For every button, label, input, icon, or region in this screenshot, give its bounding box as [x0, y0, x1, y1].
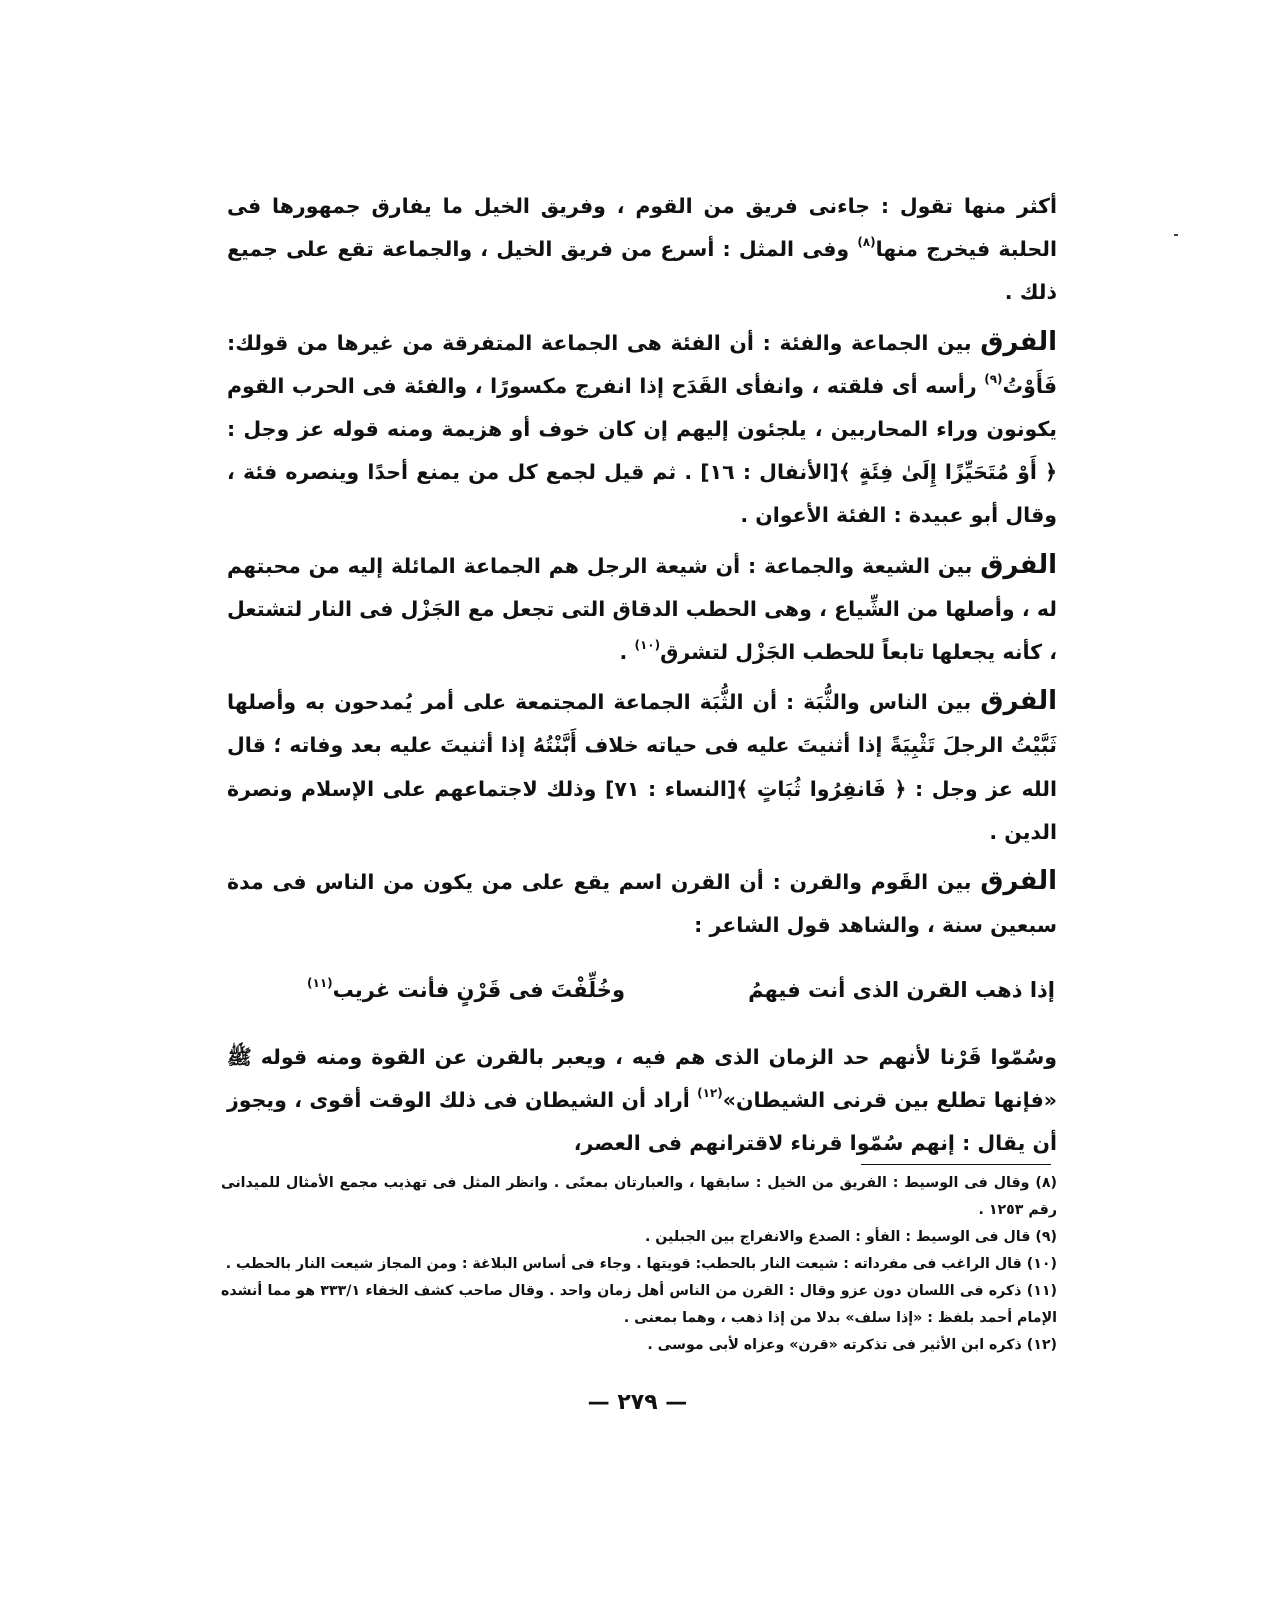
paragraph-text: وسُمّوا قَرْنا لأنهم حد الزمان الذى هم فيه ، ويعبر بالقرن عن القوة ومنه قوله ﷺ «فإنها تطلع بين قرنى الشيطان» [227, 1045, 1057, 1113]
paragraph-people-century [227, 860, 1057, 947]
footnote-8: (٨) وقال فى الوسيط : الفريق من الخيل : سابقها ، والعبارتان بمعنًى . وانظر المثل فى تهذيب مجمع الأمثال للميدانى رقم ١٢٥٣ . [221, 1175, 1057, 1218]
paragraph-people-thuba [227, 680, 1057, 854]
paragraph-text: . ثم قيل لجمع كل من يمنع أحدًا وينصره فئة ، وقال أبو عبيدة : الفئة الأعوان . [227, 460, 1057, 528]
paragraph-intro [227, 185, 1057, 315]
paragraph-text: وذلك لاجتماعهم على الإسلام ونصرة الدين . [227, 776, 1057, 844]
footnote-ref-9: (٩) [984, 371, 1003, 386]
footnote-ref-11: (١١) [307, 976, 333, 990]
paragraph-text: أن الفئة هى الجماعة المتفرقة من غيرها من قولك: فَأَوْتُ [227, 330, 1057, 398]
poem-second-hemistich-wrap [307, 978, 625, 1002]
poem-first-hemistich: إذا ذهب القرن الذى أنت فيهمُ [748, 978, 1055, 1002]
paragraph-text: رأسه أى فلقته ، وانفأى القَدَح إذا انفرج مكسورًا ، والفئة فى الحرب القوم يكونون وراء المحاربين ، يلجئون إليهم إن كان خوف أو هزيمة ومنه قوله عز وجل : [227, 373, 1057, 442]
scan-speck [1174, 234, 1178, 236]
page-number: — ٢٧٩ — [587, 1390, 688, 1415]
poem-verse [235, 978, 1055, 1024]
section-title: بين الجماعة والفئة : [753, 330, 981, 355]
poem-second-hemistich: وخُلِّفْتَ فى قَرْنٍ فأنت غريب [332, 978, 625, 1002]
paragraph-group-faction [227, 321, 1057, 538]
paragraph-text: أن الثُّبَة الجماعة المجتمعة على أمر يُمدحون به وأصلها ثَبَّيْتُ الرجلَ تَثْبِيَةً إذا أثنيتَ عليه فى حياته خلاف أَبَّنْتُهُ إذا أثنيتَ عليه بعد وفاته ؛ قال الله عز وجل : [227, 690, 1057, 801]
intro-line-2b: وفى المثل : أسرع من فريق الخيل ، والجماعة تقع على جميع ذلك . [227, 237, 1057, 305]
section-heading-word: الفرق [980, 686, 1058, 717]
section-heading-word: الفرق [980, 549, 1057, 580]
footnote-ref-8: (٨) [857, 235, 876, 250]
paragraph-text: أن شيعة الرجل هم الجماعة المائلة إليه من محبتهم له ، وأصلها من الشِّياع ، وهى الحطب الدقاق التى تجعل مع الجَزْل فى النار لتشتعل ، كأنه يجعلها تابعاً للحطب الجَزْل لتشرق [227, 553, 1057, 665]
quran-verse: ﴿ فَانفِرُوا ثُبَاتٍ ﴾ [736, 776, 907, 801]
footnote-12: (١٢) ذكره ابن الأثير فى تذكرته «قرن» وعزاه لأبى موسى . [647, 1337, 1057, 1353]
section-title: بين الناس والثُّبَة : [777, 690, 981, 715]
main-text-top [227, 185, 1057, 953]
footnote-10: (١٠) قال الراغب فى مفرداته : شيعت النار بالحطب: قويتها . وجاء فى أساس البلاغة : ومن المجاز شيعت النار بالحطب . [225, 1256, 1057, 1272]
quran-verse: ﴿ أَوْ مُتَحَيِّزًا إِلَىٰ فِئَةٍ ﴾ [838, 460, 1058, 485]
section-heading-word: الفرق [980, 866, 1057, 897]
paragraph-text: أن القرن اسم يقع على من يكون من الناس فى مدة سبعين سنة ، والشاهد قول الشاعر : [227, 870, 1057, 938]
footnote-ref-12: (١٢) [697, 1086, 723, 1101]
paragraph-naming-qarn [227, 1036, 1057, 1166]
section-title: بين الشيعة والجماعة : [740, 553, 981, 578]
intro-line-2a: فى الحلبة فيخرج منها [227, 194, 1058, 262]
verse-reference: [النساء : ٧١] [605, 776, 737, 801]
paragraph-text: أراد أن الشيطان فى ذلك الوقت أقوى ، ويجوز أن يقال : إنهم سُمّوا قرناء لاقترانهم فى العصر، [227, 1088, 1057, 1156]
intro-line-1: أكثر منها تقول : جاءنى فريق من القوم ، وفريق الخيل ما يفارق جمهورها [272, 194, 1058, 218]
main-text-bottom [227, 1036, 1057, 1172]
verse-reference: [الأنفال : ١٦] [700, 460, 839, 485]
paragraph-text: . [619, 640, 635, 665]
section-heading-word: الفرق [980, 326, 1057, 357]
footnote-ref-10: (١٠) [634, 638, 661, 653]
footnote-11: (١١) ذكره فى اللسان دون عزو وقال : القرن من الناس أهل زمان واحد . وقال صاحب كشف الخفاء ٣٣٣/١ هو مما أنشده الإمام أحمد بلفظ : «إذا سلف» بدلا من إذا ذهب ، وهما بمعنى . [221, 1283, 1057, 1326]
footnote-separator [861, 1164, 1051, 1165]
footnotes [221, 1170, 1057, 1359]
section-title: بين القَوم والقرن : [763, 870, 981, 895]
footnote-9: (٩) قال فى الوسيط : الفأو : الصدع والانفراج بين الجبلين . [644, 1229, 1057, 1245]
paragraph-shia-group [227, 544, 1057, 675]
